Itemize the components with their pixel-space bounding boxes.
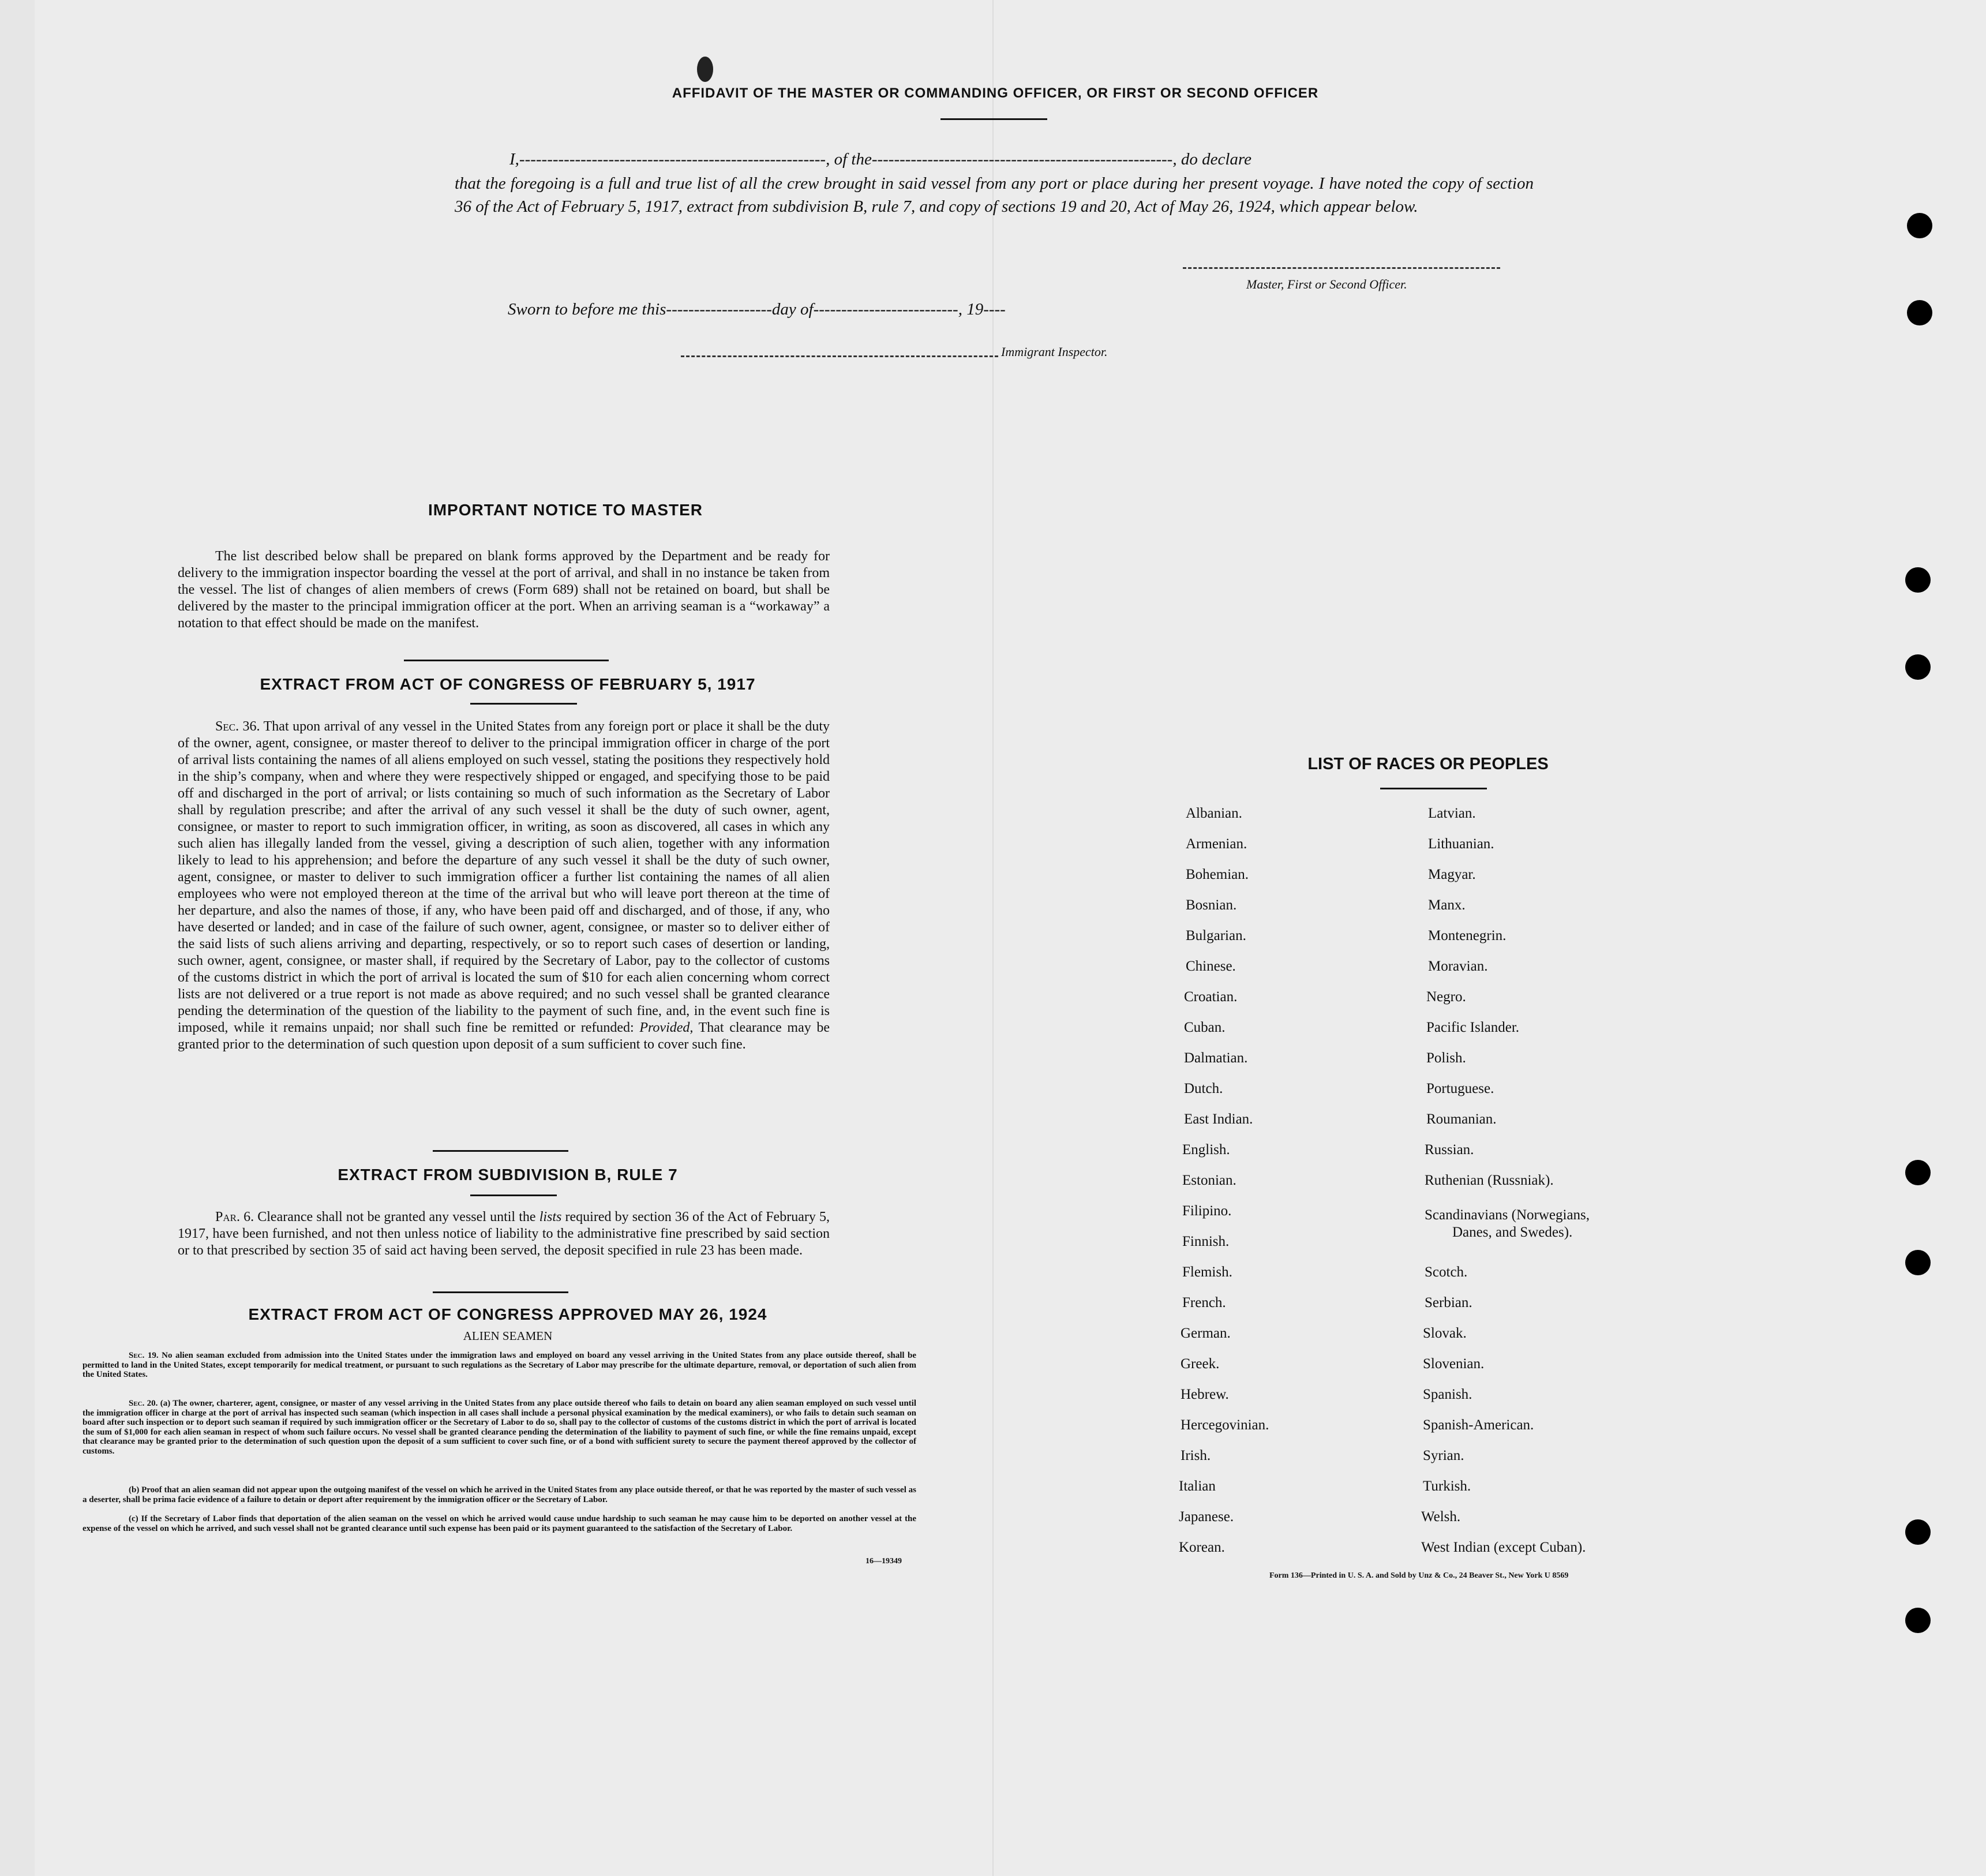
ink-blot — [697, 57, 713, 82]
race-right-item: Scotch. — [1425, 1264, 1468, 1280]
declaration-text: that the foregoing is a full and true list of all the crew brought in said vessel from any port or place during her present voyage. I have noted the copy of section 36 of the Act of February 5, 1917, extract from subdivision B, rule 7, and copy of sections 19 and 20, Act of May 26, 1924, which appear below. — [455, 174, 1534, 216]
punch-hole — [1905, 1250, 1931, 1275]
race-right-item: Spanish. — [1423, 1387, 1472, 1402]
sworn-line: Sworn to before me this-------------------day of--------------------------, 19---- — [508, 300, 1006, 319]
race-left-item: Bohemian. — [1186, 867, 1249, 882]
race-left-item: Dalmatian. — [1184, 1050, 1248, 1066]
punch-hole — [1907, 213, 1932, 238]
extract-1917-text: Sec. 36. That upon arrival of any vessel in the United States from any foreign port or place it shall be the duty of the owner, agent, consignee, or master thereof to deliver to the principal immigration officer in charge of the port of arrival lists containing the names of all aliens employed on such vessel, stating the positions they respectively hold in the ship’s company, when and where they were respectively shipped or engaged, and specifying those to be paid off and discharged in the port of arrival; or lists containing so much of such information as the Secretary of Labor shall by regulation prescribe; and after the arrival of any such vessel it shall be the duty of such owner, agent, consignee, or master to report to such immigration officer, in writing, as soon as discovered, all cases in which any such alien has illegally landed from the vessel, giving a description of such alien, together with any information likely to lead to his apprehension; and before the departure of any such vessel it shall be the duty of such owner, agent, consignee, or master to deliver to such immigration officer a further list containing the names of all alien employees who were not employed thereon at the time of the arrival but who will leave port thereon at the time of her departure, and also the names of those, if any, who have been paid off and discharged, and of those, if any, who have deserted or landed; and in case of the failure of such owner, agent, consignee, or master so to deliver either of the said lists of such aliens arriving and departing, respectively, or so to report such cases of desertion or landing, such owner, agent, consignee, or master shall, if required by the Secretary of Labor, pay to the collector of customs of the customs district in which the port of arrival is located the sum of $10 for each alien concerning whom correct lists are not delivered or a true report is not made as above required; and no such vessel shall be granted clearance pending the determination of the question of the liability to the payment of such fine, and, in the event such fine is imposed, while it remains unpaid; nor shall such fine be remitted or refunded: Provided, That clearance may be granted prior to the determination of such question upon deposit of a sum sufficient to cover such fine. — [178, 719, 830, 1052]
race-right-item: Slovenian. — [1423, 1356, 1485, 1372]
race-left-item: French. — [1182, 1295, 1226, 1310]
notice-rule — [404, 660, 609, 661]
extract-1924-sec20-c: (c) If the Secretary of Labor finds that deportation of the alien seaman on the vessel on which he arrived would cause undue hardship to such seaman he may cause him to be deported on another vessel at the expense of the vessel on which he arrived, and such vessel shall not be granted clearance until such expense has been paid or its payment guaranteed to the satisfaction of the Secretary of Labor. — [83, 1514, 916, 1533]
punch-hole — [1905, 654, 1931, 680]
race-left-item: Bosnian. — [1186, 897, 1237, 913]
race-right-item: Spanish-American. — [1423, 1417, 1534, 1433]
race-left-item: Cuban. — [1184, 1020, 1226, 1035]
race-left-item: Japanese. — [1179, 1509, 1234, 1525]
punch-hole — [1905, 567, 1931, 593]
punch-hole — [1905, 1519, 1931, 1545]
race-left-item: Croatian. — [1184, 989, 1238, 1005]
race-right-item: Syrian. — [1423, 1448, 1464, 1463]
race-left-item: Korean. — [1179, 1540, 1225, 1555]
race-right-item: Latvian. — [1428, 806, 1476, 821]
race-left-item: Estonian. — [1182, 1173, 1236, 1188]
race-right-item: Negro. — [1426, 989, 1466, 1005]
race-left-item: Filipino. — [1182, 1203, 1232, 1219]
affidavit-title-rule — [940, 118, 1047, 120]
races-title: LIST OF RACES OR PEOPLES — [1307, 755, 1549, 773]
extract-1917-end-rule — [433, 1150, 568, 1152]
race-right-item: Pacific Islander. — [1426, 1020, 1520, 1035]
race-right-item: Polish. — [1426, 1050, 1466, 1066]
race-left-item: Dutch. — [1184, 1081, 1223, 1096]
fold-crease — [992, 0, 994, 1876]
race-left-item: German. — [1181, 1325, 1231, 1341]
rule7-end-rule — [433, 1291, 568, 1293]
form-code: 16—19349 — [865, 1557, 902, 1566]
race-left-item: Italian — [1179, 1478, 1216, 1494]
race-right-item: Scandinavians (Norwegians, — [1425, 1207, 1590, 1223]
race-right-item: West Indian (except Cuban). — [1421, 1540, 1586, 1555]
inspector-signature-line — [681, 355, 998, 357]
race-left-item: Hercegovinian. — [1181, 1417, 1269, 1433]
extract-1924-sec20: Sec. 20. (a) The owner, charterer, agent, consignee, or master of any vessel arriving in the United States from any place outside thereof who fails to detain on board any alien seaman employed on such vessel until the immigration officer in charge at the port of arrival has inspected such seaman (which inspection in all cases shall include a personal physical examination by the medical examiners), or who fails to detain such seaman on board after such inspection or to deport such seaman if required by such immigration officer or the Secretary of Labor to do so, shall pay to the collector of customs of the customs district in which the port of arrival is located the sum of $1,000 for each alien seaman in respect of whom such failure occurs. No vessel shall be granted clearance pending the determination of the liability to payment of such fine, or while the fine remains unpaid, except that clearance may be granted prior to the determination of such question upon the deposit of a sum sufficient to cover such fine, or of a bond with sufficient surety to secure the payment thereof approved by the collector of customs. — [83, 1399, 917, 1456]
rule7-title: EXTRACT FROM SUBDIVISION B, RULE 7 — [338, 1166, 678, 1184]
race-left-item: Flemish. — [1182, 1264, 1232, 1280]
race-right-item: Ruthenian (Russniak). — [1425, 1173, 1554, 1188]
race-left-item: Hebrew. — [1181, 1387, 1229, 1402]
extract-1917-rule — [470, 703, 577, 705]
rule7-rule — [470, 1195, 557, 1196]
extract-1924-sec20-b: (b) Proof that an alien seaman did not appear upon the outgoing manifest of the vessel on which he arrived in the United States from any place outside thereof, or that he was reported by the master of such vessel as a deserter, shall be prima facie evidence of a failure to detain or deport after requirement by the immigration officer or the Secretary of Labor. — [83, 1485, 916, 1504]
race-left-item: Albanian. — [1186, 806, 1242, 821]
notice-title: IMPORTANT NOTICE TO MASTER — [428, 501, 703, 519]
punch-hole — [1907, 300, 1932, 325]
race-left-item: Armenian. — [1186, 836, 1247, 852]
notice-text: The list described below shall be prepared on blank forms approved by the Department and be ready for delivery to the immigration inspector boarding the vessel at the port of arrival, and shall in no instance be taken from the vessel. The list of changes of alien members of crews (Form 689) shall not be retained on board, but shall be delivered by the master to the principal immigration officer at the port. When an arriving seaman is a “workaway” a notation to that effect should be made on the manifest. — [178, 549, 830, 631]
extract-1924-sec19: Sec. 19. No alien seaman excluded from admission into the United States under the immigration laws and employed on board any vessel arriving in the United States from any place outside thereof, shall be permitted to land in the United States, except temporarily for medical treatment, or pursuant to such regulations as the Secretary of Labor may prescribe for the ultimate departure, removal, or deportation of such alien from the United States. — [83, 1351, 917, 1379]
master-signature-line — [1183, 267, 1500, 269]
race-left-item: East Indian. — [1184, 1111, 1253, 1127]
race-right-item: Slovak. — [1423, 1325, 1467, 1341]
race-right-item: Manx. — [1428, 897, 1466, 913]
race-right-item: Turkish. — [1423, 1478, 1471, 1494]
race-left-item: Chinese. — [1186, 958, 1236, 974]
race-right-item: Montenegrin. — [1428, 928, 1507, 943]
punch-hole — [1905, 1608, 1931, 1633]
race-left-item: Greek. — [1181, 1356, 1220, 1372]
races-rule — [1380, 788, 1487, 789]
race-right-item: Roumanian. — [1426, 1111, 1497, 1127]
rule7-text: Par. 6. Clearance shall not be granted any vessel until the lists required by section 36 of the Act of February 5, 1917, have been furnished, and not then unless notice of liability to the administrative fine prescribed by said section or to that prescribed by section 35 of said act having been served, the deposit specified in rule 23 has been made. — [178, 1210, 830, 1258]
race-right-item: Serbian. — [1425, 1295, 1472, 1310]
extract-1924-title: EXTRACT FROM ACT OF CONGRESS APPROVED MAY 26, 1924 — [248, 1305, 767, 1323]
race-right-item: Russian. — [1425, 1142, 1474, 1158]
form-printer-note: Form 136—Printed in U. S. A. and Sold by Unz & Co., 24 Beaver St., New York U 8569 — [1269, 1571, 1569, 1580]
extract-1924-subtitle: ALIEN SEAMEN — [463, 1329, 553, 1343]
race-right-item: Magyar. — [1428, 867, 1476, 882]
race-left-item: Irish. — [1181, 1448, 1211, 1463]
race-right-item: Moravian. — [1428, 958, 1488, 974]
affidavit-title: AFFIDAVIT OF THE MASTER OR COMMANDING OFFICER, OR FIRST OR SECOND OFFICER — [672, 85, 1319, 101]
race-right-item: Lithuanian. — [1428, 836, 1494, 852]
inspector-signature-caption: Immigrant Inspector. — [1001, 345, 1108, 359]
race-right-item: Danes, and Swedes). — [1452, 1225, 1573, 1240]
race-left-item: Bulgarian. — [1186, 928, 1246, 943]
extract-1917-title: EXTRACT FROM ACT OF CONGRESS OF FEBRUARY 5, 1917 — [260, 675, 756, 693]
declaration-line-1: I,-------------------------------------------------------, of the------------------------------------------------------, do declare — [509, 150, 1251, 168]
race-left-item: Finnish. — [1182, 1234, 1230, 1249]
punch-hole — [1905, 1160, 1931, 1185]
race-left-item: English. — [1182, 1142, 1230, 1158]
race-right-item: Portuguese. — [1426, 1081, 1494, 1096]
master-signature-caption: Master, First or Second Officer. — [1246, 277, 1407, 291]
race-right-item: Welsh. — [1421, 1509, 1461, 1525]
